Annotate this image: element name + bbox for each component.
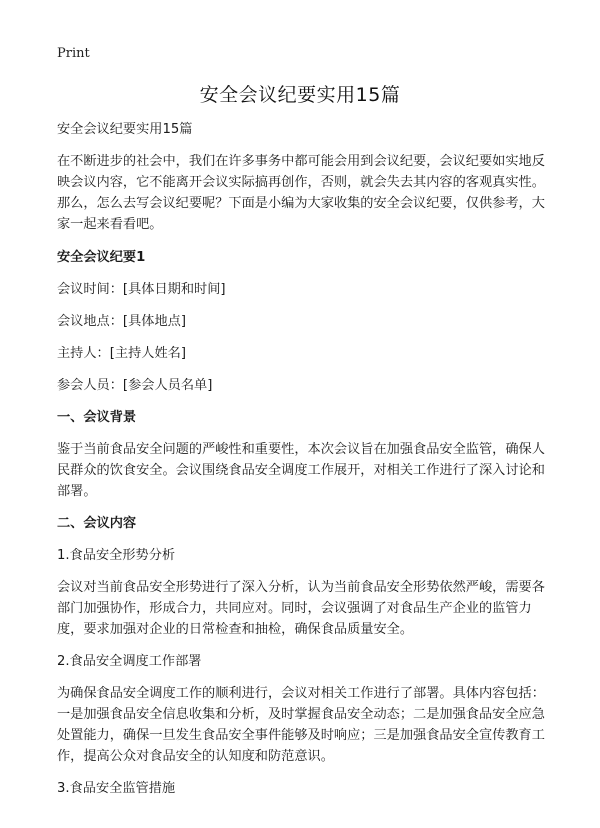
section-background-text: 鉴于当前食品安全问题的严峻性和重要性，本次会议旨在加强食品安全监管，确保人民群众的饮食安全。会议围绕食品安全调度工作展开，对相关工作进行了深入讨论和部署。 bbox=[57, 442, 545, 499]
meeting-host: 主持人：[主持人姓名] bbox=[57, 346, 186, 361]
meeting-place: 会议地点：[具体地点] bbox=[57, 314, 186, 329]
document-subtitle: 安全会议纪要实用15篇 bbox=[57, 122, 193, 137]
intro-paragraph: 在不断进步的社会中，我们在许多事务中都可能会用到会议纪要，会议纪要如实地反映会议内容，它不能离开会议实际搞再创作，否则，就会失去其内容的客观真实性。那么，怎么去写会议纪要呢？下面是小编为大家收集的安全会议纪要，仅供参考，大家一起来看看吧。 bbox=[57, 154, 545, 232]
document-body bbox=[57, 119, 552, 810]
item-2-text: 为确保食品安全调度工作的顺利进行，会议对相关工作进行了部署。具体内容包括：一是加强食品安全信息收集和分析，及时掌握食品安全动态；二是加强食品安全应急处置能力，确保一旦发生食品安全事件能够及时响应；三是加强食品安全宣传教育工作，提高公众对食品安全的认知度和防范意识。 bbox=[57, 686, 545, 764]
item-3-title: 3.食品安全监管措施 bbox=[57, 781, 176, 796]
minutes-1-heading: 安全会议纪要1 bbox=[57, 250, 146, 265]
page-title: 安全会议纪要实用15篇 bbox=[199, 84, 401, 106]
meeting-attendees: 参会人员：[参会人员名单] bbox=[57, 378, 213, 393]
section-content-heading: 二、会议内容 bbox=[57, 516, 137, 531]
print-label: Print bbox=[57, 46, 90, 61]
item-2-title: 2.食品安全调度工作部署 bbox=[57, 654, 202, 669]
item-1-title: 1.食品安全形势分析 bbox=[57, 548, 176, 563]
section-background-heading: 一、会议背景 bbox=[57, 410, 137, 425]
meeting-time: 会议时间：[具体日期和时间] bbox=[57, 282, 226, 297]
item-1-text: 会议对当前食品安全形势进行了深入分析，认为当前食品安全形势依然严峻，需要各部门加强协作，形成合力，共同应对。同时，会议强调了对食品生产企业的监管力度，要求加强对企业的日常检查和抽检，确保食品质量安全。 bbox=[57, 580, 545, 637]
